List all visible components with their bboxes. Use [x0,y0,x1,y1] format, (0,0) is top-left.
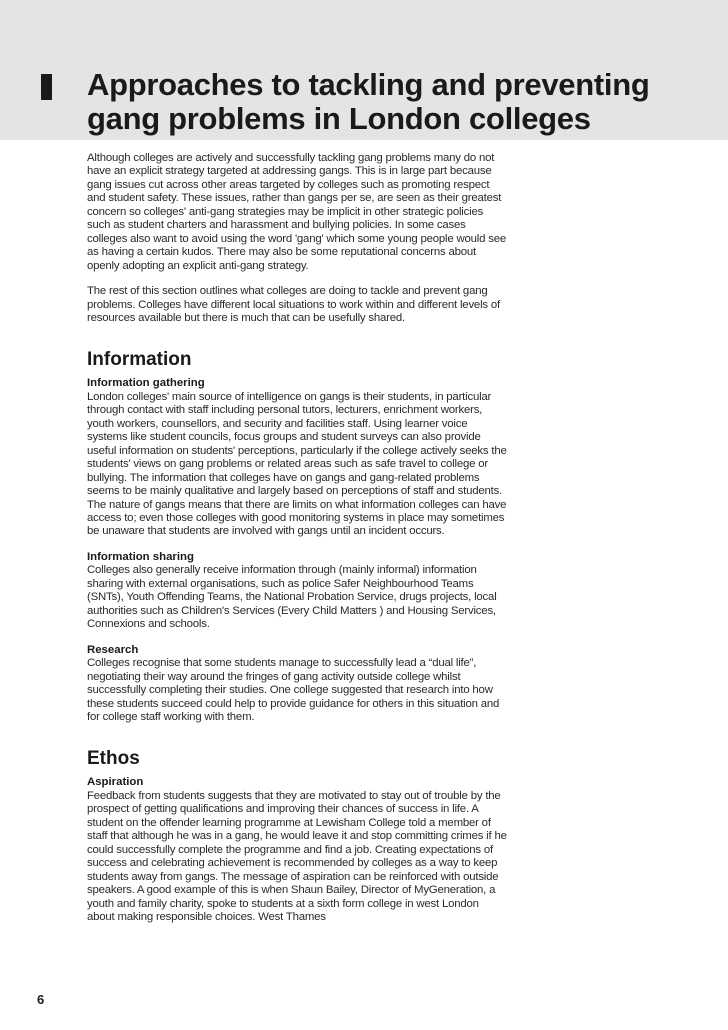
subheading-aspiration: Aspiration [87,776,144,789]
research-block [87,644,507,725]
body-content [87,152,507,936]
information-sharing-block [87,551,507,632]
aspiration-text: Feedback from students suggests that they are motivated to stay out of trouble by the prospect of getting qualifications and improving their chances of success in life. A student on the offender learning programme at Lewisham College told a member of staff that although he was in a gang, he would leave it and stop committing crimes if he could successfully complete the programme and find a job. Creating expectations of success and celebrating achievement is recommended by colleges as a way to keep students away from gangs. The message of aspiration can be reinforced with outside speakers. A good example of this is when Shaun Bailey, Director of MyGeneration, a youth and family charity, spoke to students at a sixth form college in west London about making responsible choices. West Thames [87,789,507,924]
page-title: Approaches to tackling and preventing gang problems in London colleges [87,67,650,136]
intro-paragraph-1: Although colleges are actively and successfully tackling gang problems many do not have an explicit strategy targeted at addressing gangs. This is in large part because gang issues cut across other areas targeted by colleges such as promoting respect and student safety. These issues, rather than gangs per se, are seen as their greatest concern so colleges' anti-gang strategies may be implicit in other strategic policies such as student charters and harassment and bullying policies. In some cases colleges also want to avoid using the word 'gang' which some young people would see as having a certain kudos. There may also be some reputational concerns about openly adopting an explicit anti-gang strategy. [87,152,506,272]
information-sharing-text: Colleges also generally receive information through (mainly informal) information sharing with external organisations, such as police Safer Neighbourhood Teams (SNTs), Youth Offending Teams, the National Probation Service, drugs projects, local authorities such as Children's Services (Every Child Matters ) and Housing Services, Connexions and schools. [87,564,497,631]
information-gathering-text: London colleges' main source of intelligence on gangs is their students, in particular through contact with staff including personal tutors, lecturers, enrichment workers, youth workers, counsellors, and security and facilities staff. Using learner voice systems like student councils, focus groups and student surveys can also provide useful information on students' perceptions, particularly if the college actively seeks the students' views on gang problems or related areas such as safe travel to college or bullying. The information that colleges have on gangs and gang-related problems seems to be mainly qualitative and largely based on perceptions of staff and students. The nature of gangs means that there are limits on what information colleges can have access to; even those colleges with good monitoring systems in place may sometimes be unaware that students are involved with gangs until an incident occurs. [87,390,507,538]
section-heading-information: Information [87,349,192,371]
title-marker-bar [41,74,52,100]
page-number: 6 [37,992,45,1007]
research-text: Colleges recognise that some students manage to successfully lead a “dual life”, negotiating their way around the fringes of gang activity outside college whilst successfully completing their studies. One college suggested that research into how these students succeed could help to provide guidance for others in this situation and for college staff working with them. [87,657,500,723]
subheading-research: Research [87,643,139,656]
aspiration-block [87,776,507,924]
subheading-information-gathering: Information gathering [87,377,205,390]
information-gathering-block [87,377,507,538]
intro-paragraph-2: The rest of this section outlines what colleges are doing to tackle and prevent gang problems. Colleges have different local situations to work within and different levels of resources available but there is much that can be usefully shared. [87,285,500,324]
subheading-information-sharing: Information sharing [87,550,194,563]
section-heading-ethos: Ethos [87,748,140,770]
